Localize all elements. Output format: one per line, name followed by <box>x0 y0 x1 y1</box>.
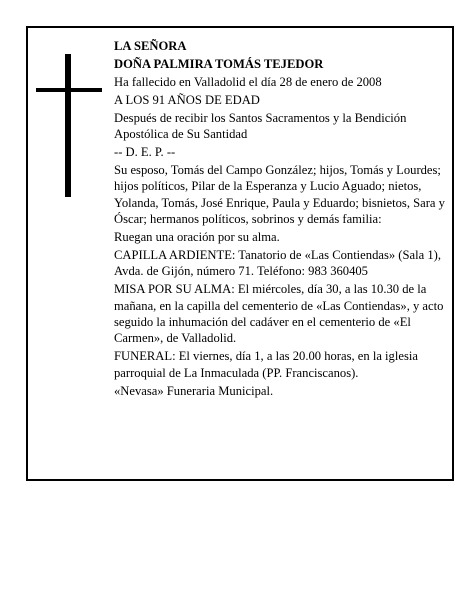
sacraments-statement: Después de recibir los Santos Sacramentos y la Bendición Apostólica de Su Santidad <box>114 110 407 142</box>
funeral-info: FUNERAL: El viernes, día 1, a las 20.00 horas, en la iglesia parroquial de La Inmaculada (PP. Franciscanos). <box>114 349 418 380</box>
deceased-name: DOÑA PALMIRA TOMÁS TEJEDOR <box>114 56 324 71</box>
chapel-info: CAPILLA ARDIENTE: Tanatorio de «Las Contiendas» (Sala 1), Avda. de Gijón, número 71. Teléfono: 983 360405 <box>114 247 441 279</box>
rip-line: -- D. E. P. -- <box>114 144 176 159</box>
prayer-request: Ruegan una oración por su alma. <box>114 229 280 244</box>
notice-title: LA SEÑORA <box>114 39 187 53</box>
obituary-text <box>114 38 448 401</box>
family-list: Su esposo, Tomás del Campo González; hijos, Tomás y Lourdes; hijos políticos, Pilar de la Esperanza y Lucio Aguado; nietos, Yolanda, Tomás, José Enrique, Paula y Eduardo; bisnietos, Sara y Óscar; hermanos políticos, sobrinos y demás familia: <box>114 162 445 227</box>
age-statement: A LOS 91 AÑOS DE EDAD <box>114 92 260 107</box>
funeral-home: «Nevasa» Funeraria Municipal. <box>114 383 274 398</box>
death-statement: Ha fallecido en Valladolid el día 28 de enero de 2008 <box>114 74 382 89</box>
cross-icon <box>36 54 102 197</box>
mass-info: MISA POR SU ALMA: El miércoles, día 30, a las 10.30 de la mañana, en la capilla del cementerio de «Las Contiendas», y acto seguido la inhumación del cadáver en el cementerio de «El Carmen», de Valladolid. <box>114 282 444 346</box>
